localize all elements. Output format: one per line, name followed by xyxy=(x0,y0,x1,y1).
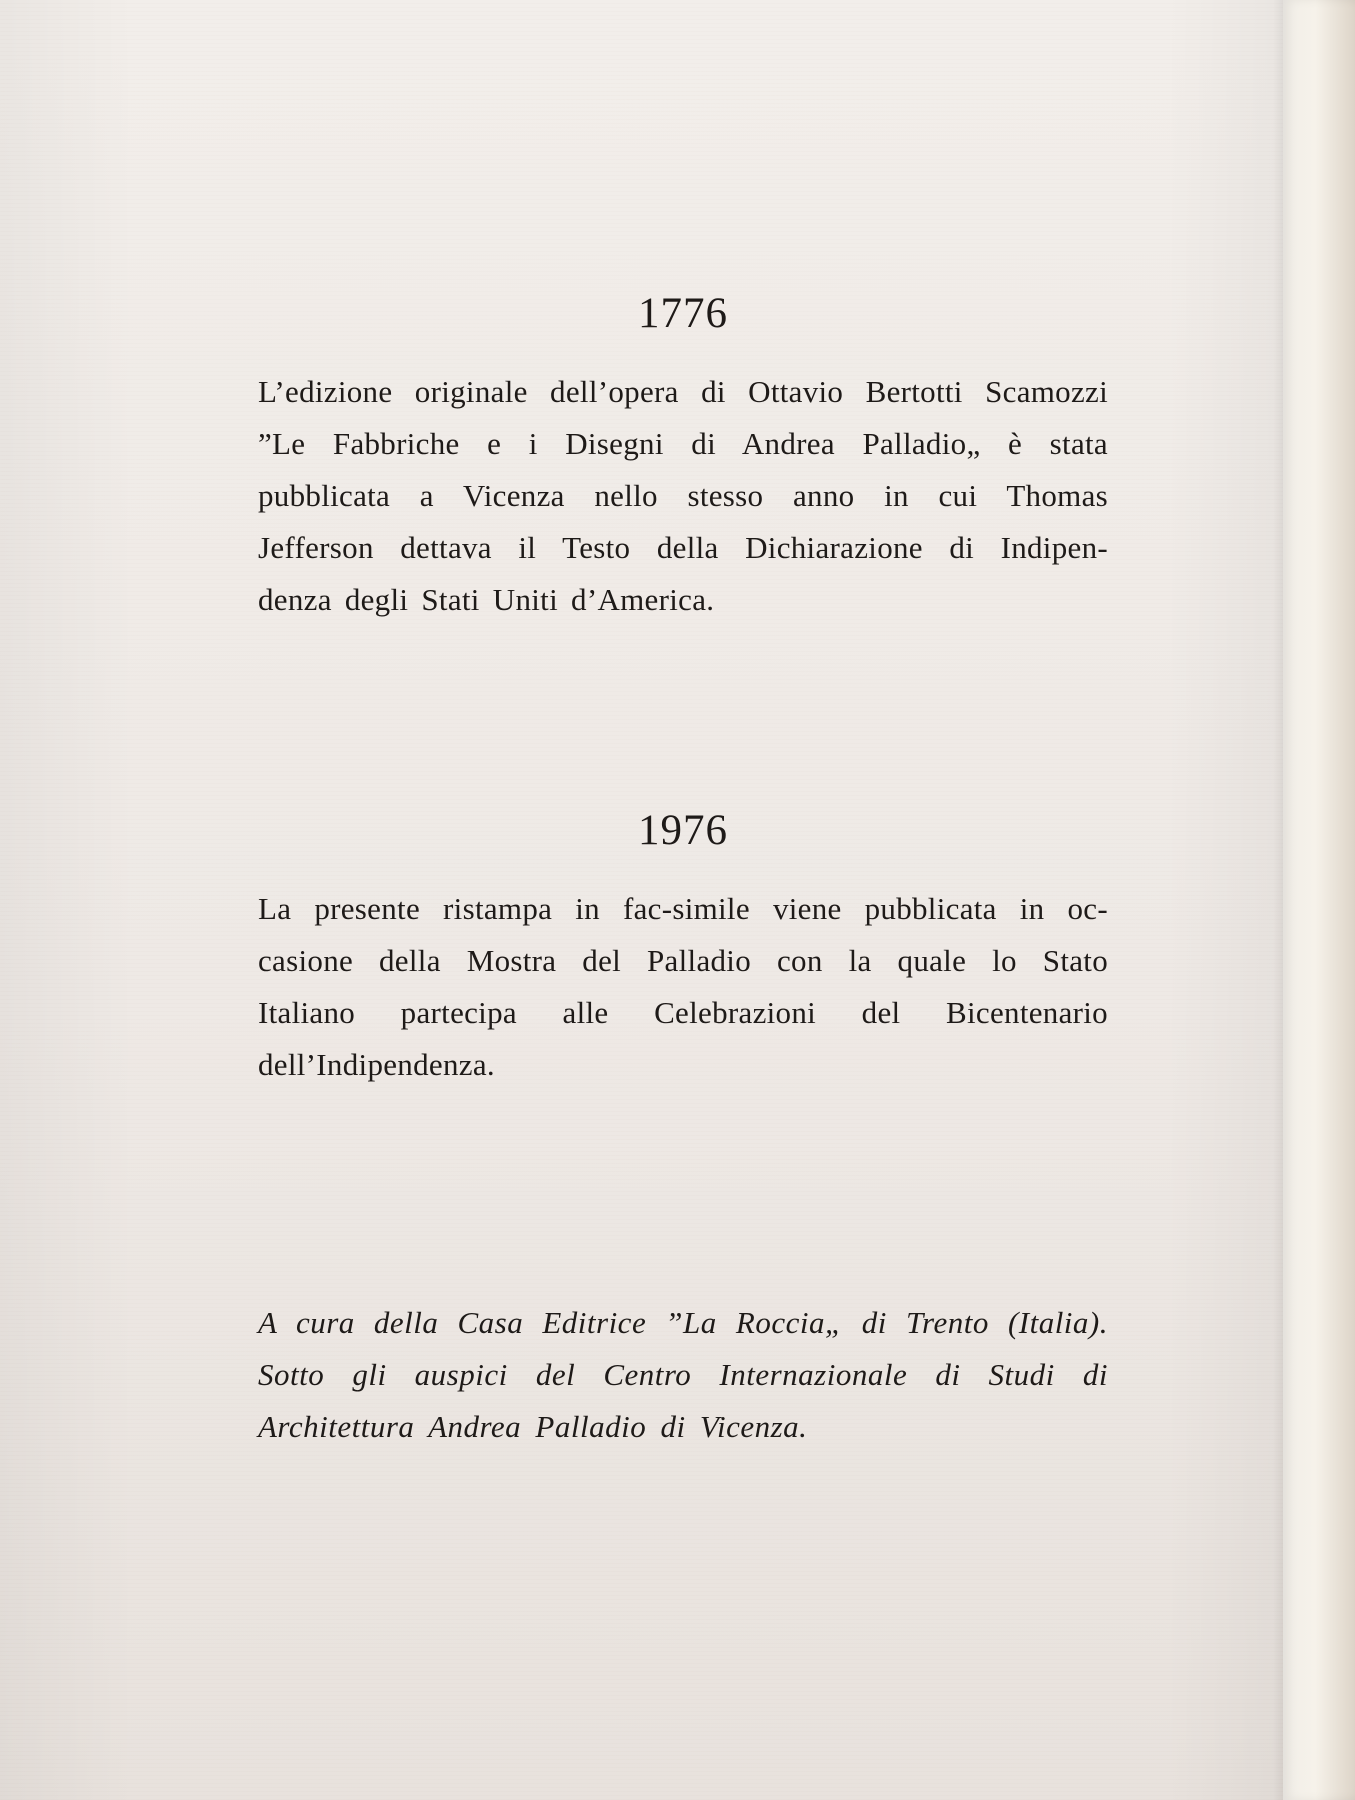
paragraph-1776-line: pubblicata a Vicenza nello stesso anno in cui Thomas xyxy=(258,478,1108,513)
paragraph-1776-line: Jefferson dettava il Testo della Dichiarazione di Indipen- xyxy=(258,530,1108,565)
year-heading-1976: 1976 xyxy=(638,807,728,854)
paragraph-1976 xyxy=(258,883,1108,1091)
paragraph-1776 xyxy=(258,366,1108,626)
credits-line: A cura della Casa Editrice ”La Roccia„ di Trento (Italia). xyxy=(258,1305,1108,1340)
year-heading-1776: 1776 xyxy=(638,290,728,337)
paragraph-1976-line: dell’Indipendenza. xyxy=(258,1047,495,1082)
credits-line: Sotto gli auspici del Centro Internazionale di Studi di xyxy=(258,1357,1108,1392)
paragraph-1776-line: ”Le Fabbriche e i Disegni di Andrea Palladio„ è stata xyxy=(258,426,1108,461)
paragraph-1776-line: L’edizione originale dell’opera di Ottavio Bertotti Scamozzi xyxy=(258,374,1108,409)
paragraph-1976-line: casione della Mostra del Palladio con la quale lo Stato xyxy=(258,943,1108,978)
credits-line: Architettura Andrea Palladio di Vicenza. xyxy=(258,1409,808,1444)
publisher-credits xyxy=(258,1297,1108,1453)
paragraph-1976-line: La presente ristampa in fac-simile viene pubblicata in oc- xyxy=(258,891,1108,926)
paragraph-1776-line: denza degli Stati Uniti d’America. xyxy=(258,582,715,617)
page-edge xyxy=(1283,0,1355,1800)
paragraph-1976-line: Italiano partecipa alle Celebrazioni del Bicentenario xyxy=(258,995,1108,1030)
